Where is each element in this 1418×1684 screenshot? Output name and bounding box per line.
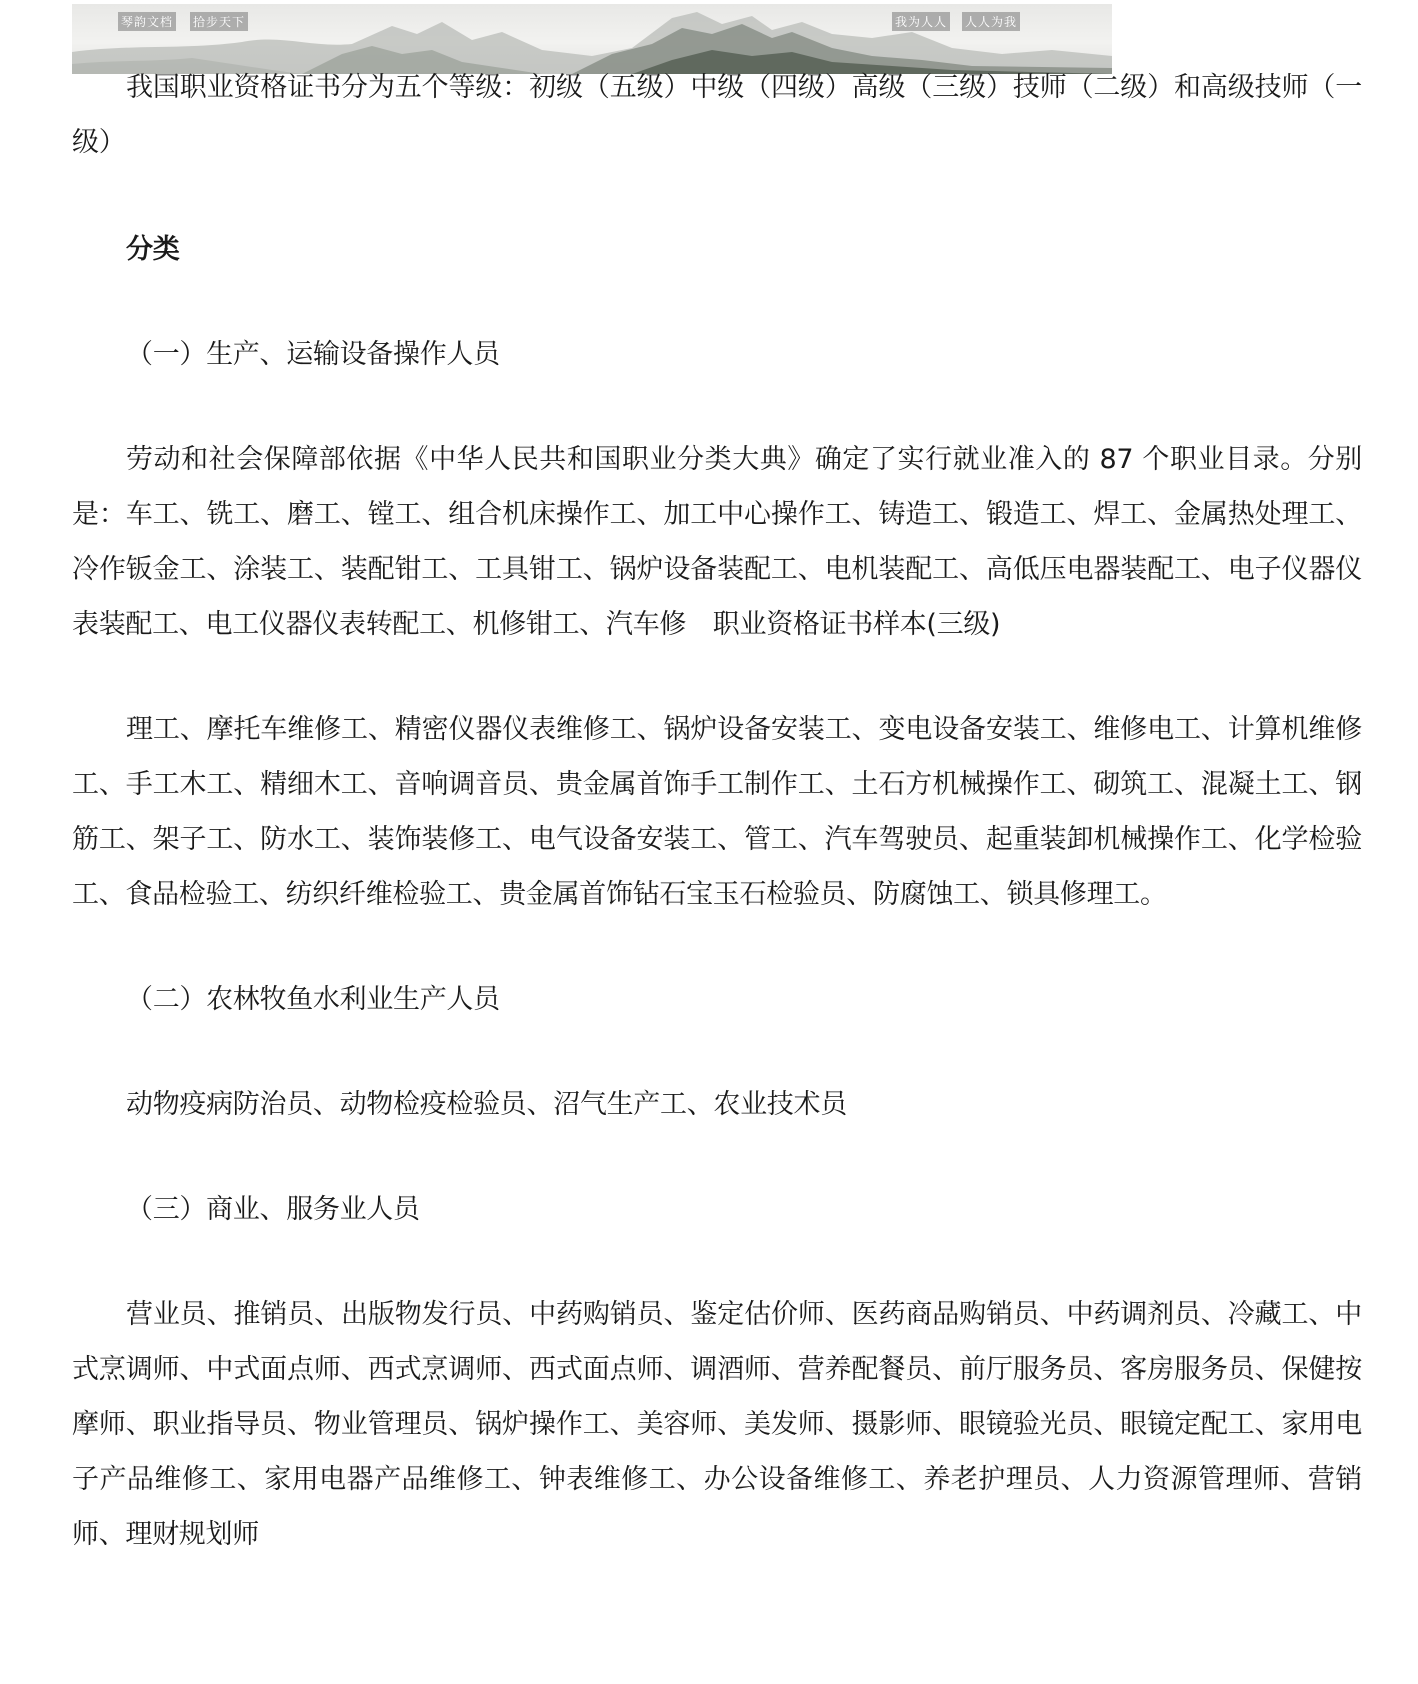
category-2-title: （二）农林牧鱼水利业生产人员: [126, 984, 500, 1015]
intro-paragraph: 我国职业资格证书分为五个等级：初级（五级）中级（四级）高级（三级）技师（二级）和高级技师（一级）: [72, 72, 1362, 158]
banner-slogan-left-1: 琴韵文档: [118, 12, 176, 31]
category-1-body-a: 劳动和社会保障部依据《中华人民共和国职业分类大典》确定了实行就业准入的 87 个职业目录。分别是：车工、铣工、磨工、镗工、组合机床操作工、加工中心操作工、铸造工、锻造工、焊工、金属热处理工、冷作钣金工、涂装工、装配钳工、工具钳工、锅炉设备装配工、电机装配工、高低压电器装配工、电子仪器仪表装配工、电工仪器仪表转配工、机修钳工、汽车修 职业资格证书样本(三级): [72, 444, 1362, 640]
category-1-title: （一）生产、运输设备操作人员: [126, 339, 500, 370]
document-body: [72, 60, 1362, 1562]
category-3-body: 营业员、推销员、出版物发行员、中药购销员、鉴定估价师、医药商品购销员、中药调剂员、冷藏工、中式烹调师、中式面点师、西式烹调师、西式面点师、调酒师、营养配餐员、前厅服务员、客房服务员、保健按摩师、职业指导员、物业管理员、锅炉操作工、美容师、美发师、摄影师、眼镜验光员、眼镜定配工、家用电子产品维修工、家用电器产品维修工、钟表维修工、办公设备维修工、养老护理员、人力资源管理师、营销师、理财规划师: [72, 1299, 1362, 1550]
banner-slogan-right-2: 人人为我: [962, 12, 1020, 31]
category-3-title: （三）商业、服务业人员: [126, 1194, 420, 1225]
category-2-body: 动物疫病防治员、动物检疫检验员、沼气生产工、农业技术员: [126, 1089, 847, 1120]
category-1-body-b: 理工、摩托车维修工、精密仪器仪表维修工、锅炉设备安装工、变电设备安装工、维修电工、计算机维修工、手工木工、精细木工、音响调音员、贵金属首饰手工制作工、土石方机械操作工、砌筑工、混凝土工、钢筋工、架子工、防水工、装饰装修工、电气设备安装工、管工、汽车驾驶员、起重装卸机械操作工、化学检验工、食品检验工、纺织纤维检验工、贵金属首饰钻石宝玉石检验员、防腐蚀工、锁具修理工。: [72, 714, 1362, 910]
banner-slogan-right-1: 我为人人: [892, 12, 950, 31]
classification-heading: 分类: [126, 234, 180, 265]
banner-slogan-left-2: 拾步天下: [190, 12, 248, 31]
